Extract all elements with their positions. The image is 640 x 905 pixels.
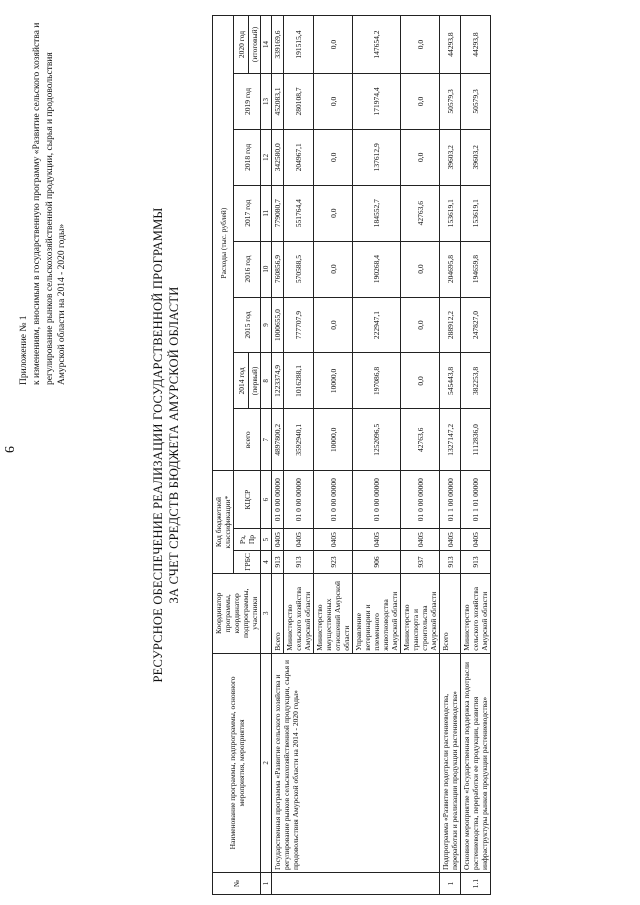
cell-total: 3592940,1 [284, 409, 314, 471]
cell-y2018: 0,0 [314, 129, 353, 185]
coordinator-cell: Всего [272, 573, 284, 653]
col-2020-sub: (итоговый) [249, 16, 261, 74]
cell-y2020: 191515,4 [284, 16, 314, 74]
coordinator-cell: Министерство транспорта и строительства Амурской области [401, 573, 440, 653]
cell-kcsr: 01 0 00 00000 [314, 471, 353, 529]
cell-y2019: 50579,3 [461, 73, 491, 129]
cell-y2015: 247827,0 [461, 297, 491, 353]
cell-y2019: 171974,4 [353, 73, 401, 129]
col-number: 12 [261, 129, 272, 185]
coordinator-cell: Министерство имущественных отношений Амурской области [314, 573, 353, 653]
table-row [272, 16, 284, 895]
col-grbs: ГРБС [234, 551, 261, 574]
cell-y2017: 42763,6 [401, 185, 440, 241]
cell-y2015: 0,0 [401, 297, 440, 353]
row-name: Основное мероприятие «Государственная поддержка подотрасли растениеводства, переработки ее продукции, развития инфраструктуры рынков продукции растениеводства» [461, 653, 491, 872]
row-number: 1.1 [461, 873, 491, 895]
cell-grbs: 913 [284, 551, 314, 574]
cell-y2019: 0,0 [401, 73, 440, 129]
cell-y2018: 39603,2 [461, 129, 491, 185]
cell-y2015: 1000655,0 [272, 297, 284, 353]
cell-total: 1252096,5 [353, 409, 401, 471]
cell-y2014: 197086,8 [353, 353, 401, 409]
cell-total: 4897800,2 [272, 409, 284, 471]
cell-rzpr: 0405 [272, 529, 284, 551]
col-2016: 2016 год [234, 241, 261, 297]
cell-y2020: 147654,2 [353, 16, 401, 74]
cell-y2016: 0,0 [401, 241, 440, 297]
cell-y2016: 194659,8 [461, 241, 491, 297]
cell-y2019: 0,0 [314, 73, 353, 129]
cell-y2014: 0,0 [401, 353, 440, 409]
col-number: 5 [261, 529, 272, 551]
col-number: 2 [261, 653, 272, 872]
cell-kcsr: 01 0 00 00000 [353, 471, 401, 529]
title-line-1: РЕСУРСНОЕ ОБЕСПЕЧЕНИЕ РЕАЛИЗАЦИИ ГОСУДАРСТВЕННОЙ ПРОГРАММЫ [151, 207, 165, 683]
col-2019: 2019 год [234, 73, 261, 129]
row-number: 1 [440, 873, 461, 895]
row-name: Подпрограмма «Развитие подотрасли растениеводства, переработки и реализации продукции растениеводства» [440, 653, 461, 872]
col-no: № [213, 873, 261, 895]
cell-kcsr: 01 0 00 00000 [272, 471, 284, 529]
cell-grbs: 906 [353, 551, 401, 574]
cell-kcsr: 01 0 00 00000 [284, 471, 314, 529]
cell-y2014: 545443,8 [440, 353, 461, 409]
cell-y2016: 204695,8 [440, 241, 461, 297]
cell-y2019: 280108,7 [284, 73, 314, 129]
col-kcsr: КЦСР [234, 471, 261, 529]
cell-y2017: 779080,7 [272, 185, 284, 241]
cell-y2016: 570588,5 [284, 241, 314, 297]
page-number: 9 [1, 446, 16, 453]
cell-grbs: 913 [440, 551, 461, 574]
table-body [272, 16, 491, 895]
col-total: всего [234, 409, 261, 471]
cell-y2017: 551764,4 [284, 185, 314, 241]
cell-y2019: 452083,1 [272, 73, 284, 129]
coordinator-cell: Управление ветеринарии и племенного животноводства Амурской области [353, 573, 401, 653]
cell-y2020: 339169,6 [272, 16, 284, 74]
cell-y2014: 382253,8 [461, 353, 491, 409]
cell-y2015: 222947,1 [353, 297, 401, 353]
cell-rzpr: 0405 [314, 529, 353, 551]
col-expenses: Расходы (тыс. рублей) [213, 16, 234, 471]
col-2018: 2018 год [234, 129, 261, 185]
cell-rzpr: 0405 [401, 529, 440, 551]
col-number: 11 [261, 185, 272, 241]
col-rzpr: Рз, Пр [234, 529, 261, 551]
cell-grbs: 913 [272, 551, 284, 574]
col-number: 7 [261, 409, 272, 471]
cell-y2018: 39603,2 [440, 129, 461, 185]
cell-y2020: 44293,8 [461, 16, 491, 74]
cell-rzpr: 0405 [284, 529, 314, 551]
col-number: 4 [261, 551, 272, 574]
resource-table [212, 15, 491, 895]
col-number: 3 [261, 573, 272, 653]
cell-y2020: 0,0 [314, 16, 353, 74]
column-numbers-row [261, 16, 272, 895]
col-number: 10 [261, 241, 272, 297]
cell-y2018: 137612,9 [353, 129, 401, 185]
coordinator-cell: Всего [440, 573, 461, 653]
col-number: 6 [261, 471, 272, 529]
appendix-block [18, 15, 69, 385]
cell-y2020: 0,0 [401, 16, 440, 74]
cell-y2018: 0,0 [401, 129, 440, 185]
document-title [150, 135, 183, 755]
appendix-title: Приложение № 1 [19, 315, 29, 385]
col-2014: 2014 год [234, 353, 249, 409]
col-number: 9 [261, 297, 272, 353]
cell-y2014: 10000,0 [314, 353, 353, 409]
cell-y2014: 1223374,9 [272, 353, 284, 409]
cell-y2015: 288912,2 [440, 297, 461, 353]
cell-total: 10000,0 [314, 409, 353, 471]
cell-rzpr: 0405 [440, 529, 461, 551]
cell-y2015: 0,0 [314, 297, 353, 353]
title-line-2: ЗА СЧЕТ СРЕДСТВ БЮДЖЕТА АМУРСКОЙ ОБЛАСТИ [167, 286, 182, 604]
col-number: 13 [261, 73, 272, 129]
cell-total: 1327147,2 [440, 409, 461, 471]
col-budget-class: Код бюджетной классификации* [213, 471, 234, 574]
cell-total: 42763,6 [401, 409, 440, 471]
cell-grbs: 913 [461, 551, 491, 574]
cell-y2020: 44293,8 [440, 16, 461, 74]
row-number [272, 873, 440, 895]
cell-y2016: 0,0 [314, 241, 353, 297]
cell-y2017: 184552,7 [353, 185, 401, 241]
cell-y2018: 342580,0 [272, 129, 284, 185]
cell-y2017: 0,0 [314, 185, 353, 241]
coordinator-cell: Министерство сельского хозяйства Амурской области [461, 573, 491, 653]
cell-y2015: 777707,9 [284, 297, 314, 353]
col-2020: 2020 год [234, 16, 249, 74]
cell-y2017: 153619,1 [461, 185, 491, 241]
cell-rzpr: 0405 [353, 529, 401, 551]
col-name: Наименование программы, подпрограммы, основного мероприятия, мероприятия [213, 653, 261, 872]
cell-rzpr: 0405 [461, 529, 491, 551]
appendix-text: к изменениям, вносимым в государственную программу «Развитие сельского хозяйства и регулирование рынков сельскохозяйственной продукции, сырья и продовольствия Амурской области на 2014 - 2020 годы» [31, 22, 68, 385]
col-2015: 2015 год [234, 297, 261, 353]
col-number: 14 [261, 16, 272, 74]
cell-total: 1112836,0 [461, 409, 491, 471]
cell-y2017: 153619,1 [440, 185, 461, 241]
cell-y2018: 204967,1 [284, 129, 314, 185]
col-coordinator: Координатор программы, координатор подпрограммы, участники [213, 573, 261, 653]
col-number: 1 [261, 873, 272, 895]
col-2014-sub: (первый) [249, 353, 261, 409]
cell-kcsr: 01 0 00 00000 [401, 471, 440, 529]
table-row [461, 16, 491, 895]
table-row [440, 16, 461, 895]
coordinator-cell: Министерство сельского хозяйства Амурской области [284, 573, 314, 653]
col-2017: 2017 год [234, 185, 261, 241]
row-name: Государственная программа «Развитие сельского хозяйства и регулирование рынков сельскохозяйственной продукции, сырья и продовольствия Амурской области на 2014 - 2020 годы» [272, 653, 440, 872]
cell-y2016: 190268,4 [353, 241, 401, 297]
cell-y2014: 1016288,1 [284, 353, 314, 409]
cell-y2019: 50579,3 [440, 73, 461, 129]
cell-kcsr: 01 1 00 00000 [440, 471, 461, 529]
cell-kcsr: 01 1 01 00000 [461, 471, 491, 529]
cell-grbs: 923 [314, 551, 353, 574]
col-number: 8 [261, 353, 272, 409]
cell-grbs: 937 [401, 551, 440, 574]
cell-y2016: 760856,9 [272, 241, 284, 297]
